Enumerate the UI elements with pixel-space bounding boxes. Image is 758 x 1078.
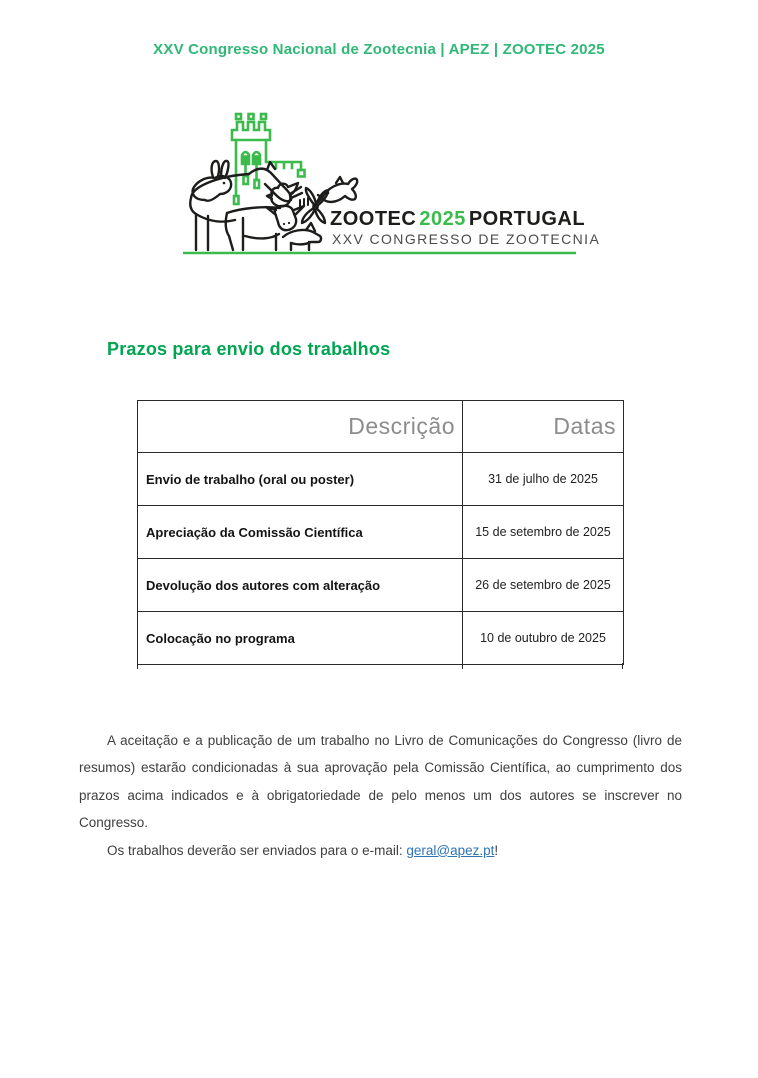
deadlines-table: [137, 400, 624, 665]
cell-data: 15 de setembro de 2025: [463, 506, 624, 559]
congress-logo: [179, 110, 601, 262]
table-row: [138, 612, 624, 665]
cell-descricao: Apreciação da Comissão Científica: [138, 506, 463, 559]
cell-descricao: Colocação no programa: [138, 612, 463, 665]
email-link[interactable]: geral@apez.pt: [406, 842, 495, 858]
paragraph-submission-suffix: !: [494, 842, 499, 858]
cell-data: 10 de outubro de 2025: [463, 612, 624, 665]
table-header-row: [138, 401, 624, 453]
paragraph-acceptance: A aceitação e a publicação de um trabalho no Livro de Comunicações do Congresso (livro de resumos) estarão condicionadas à sua aprovação pela Comissão Científica, ao cumprimento dos prazos acima indicados e à obrigatoriedade de pelo menos um dos autores se inscrever no Congresso.: [79, 733, 682, 831]
logo-title-zootec: ZOOTEC: [330, 208, 417, 230]
column-header-datas: Datas: [463, 401, 624, 453]
table-row: [138, 559, 624, 612]
paragraph-submission-prefix: Os trabalhos deverão ser enviados para o e-mail:: [107, 842, 407, 858]
logo-title-portugal: PORTUGAL: [468, 208, 586, 230]
section-title: Prazos para envio dos trabalhos: [107, 339, 391, 359]
document-header: XXV Congresso Nacional de Zootecnia | APEZ | ZOOTEC 2025: [153, 41, 605, 58]
fish-icon: [318, 177, 357, 202]
cell-data: 26 de setembro de 2025: [463, 559, 624, 612]
cell-data: 31 de julho de 2025: [463, 453, 624, 506]
logo-title-year: 2025: [419, 208, 466, 230]
cell-descricao: Devolução dos autores com alteração: [138, 559, 463, 612]
column-header-descricao: Descrição: [138, 401, 463, 453]
cell-descricao: Envio de trabalho (oral ou poster): [138, 453, 463, 506]
paragraph-submission: [79, 837, 682, 864]
pig-icon: [283, 223, 321, 250]
table-border-stub: [462, 663, 463, 669]
table-row: [138, 506, 624, 559]
table-border-stub: [622, 663, 623, 669]
body-text: [79, 727, 682, 864]
logo-subtitle: XXV CONGRESSO DE ZOOTECNIA: [332, 231, 601, 247]
logo-title: [330, 208, 585, 231]
table-border-stub: [137, 663, 138, 669]
table-row: [138, 453, 624, 506]
